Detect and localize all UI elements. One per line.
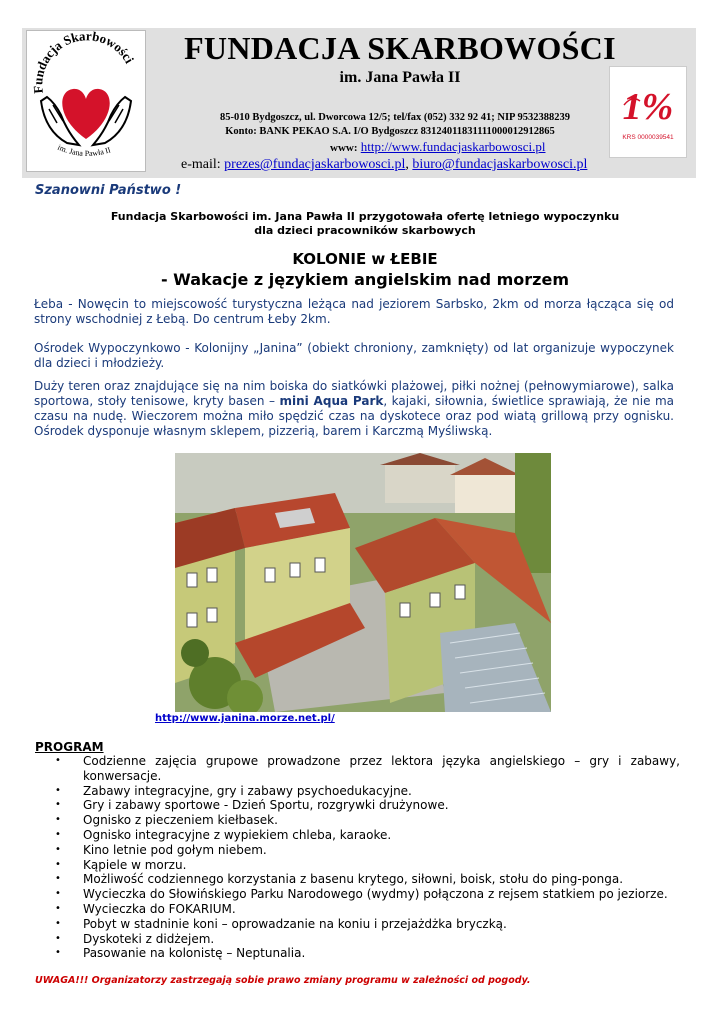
resort-website-link[interactable]: http://www.janina.morze.net.pl/ — [155, 713, 335, 724]
warning-note: UWAGA!!! Organizatorzy zastrzegają sobie prawo zmiany programu w zależności od pogody. — [35, 975, 531, 986]
bullet-icon: • — [55, 888, 61, 900]
svg-text:im. Jana Pawła II — [56, 143, 112, 158]
program-item-text: Codzienne zajęcia grupowe prowadzone przez lektora języka angielskiego – gry i zabawy, konwersacje. — [83, 754, 680, 783]
intro — [60, 210, 670, 238]
website-link[interactable]: http://www.fundacjaskarbowosci.pl — [360, 139, 546, 154]
one-percent-text: 1% — [622, 86, 674, 128]
aqua-park-highlight: mini Aqua Park — [279, 394, 384, 408]
address-line: 85-010 Bydgoszcz, ul. Dworcowa 12/5; tel/fax (052) 332 92 41; NIP 9532388239 — [219, 112, 571, 123]
bullet-icon: • — [55, 828, 61, 840]
facilities-text: Duży teren oraz znajdujące się na nim boiska do siatkówki plażowej, piłki nożnej (pełnowymiarowe), salka sportowa, stoły tenisowe, kryty basen – — [34, 379, 674, 408]
logo-arc-text: Fundacja Skarbowości — [30, 31, 138, 95]
main-heading: KOLONIE w ŁEBIE — [292, 250, 438, 268]
program-item — [35, 872, 680, 887]
program-item — [35, 902, 680, 917]
resort-aerial-photo — [175, 453, 551, 712]
bullet-icon: • — [55, 902, 61, 914]
program-item-text: Wycieczka do FOKARIUM. — [83, 901, 236, 916]
program-item — [35, 843, 680, 858]
program-item — [35, 946, 680, 961]
email-label: e-mail: — [181, 157, 221, 172]
page-subtitle: im. Jana Pawła II — [339, 69, 461, 86]
email-link-biuro[interactable]: biuro@fundacjaskarbowosci.pl — [412, 157, 588, 172]
intro-line: Fundacja Skarbowości im. Jana Pawła II przygotowała ofertę letniego wypoczynku — [110, 210, 620, 223]
email-separator: , — [405, 157, 409, 172]
bank-account-line: Konto: BANK PEKAO S.A. I/O Bydgoszcz 83124011831111000012912865 — [225, 126, 555, 137]
program-item-text: Kino letnie pod gołym niebem. — [83, 842, 267, 857]
program-item-text: Pobyt w stadninie koni – oprowadzanie na koniu i przejażdżka bryczką. — [83, 916, 507, 931]
bullet-icon: • — [55, 873, 61, 885]
facilities-text: , kajaki, siłownia, świetlice sprawiają, że nie ma czasu na nudę. Wieczorem można miło spędzić czas na dyskotece oraz pod wiatą grillową przy ognisku. Ośrodek dysponuje własnym sklepem, pizzerią, barem i Karczmą Myśliwską. — [34, 394, 674, 438]
greeting: Szanowni Państwo ! — [35, 183, 182, 198]
email-line — [181, 157, 587, 173]
foundation-logo — [26, 30, 146, 172]
bullet-icon: • — [55, 799, 61, 811]
bullet-icon: • — [55, 814, 61, 826]
bullet-icon: • — [55, 784, 61, 796]
program-item — [35, 932, 680, 947]
program-item-text: Ognisko z pieczeniem kiełbasek. — [83, 813, 278, 828]
bullet-icon: • — [55, 843, 61, 855]
bullet-icon: • — [55, 947, 61, 959]
program-item-text: Kąpiele w morzu. — [83, 857, 187, 872]
svg-text:Fundacja Skarbowości — [30, 31, 137, 94]
paragraph-location: Łeba - Nowęcin to miejscowość turystyczna leżąca nad jeziorem Sarbsko, 2km od morza łącząca się od strony wschodniej z Łebą. Do centrum Łeby 2km. — [34, 297, 674, 326]
program-item-text: Pasowanie na kolonistę – Neptunalia. — [83, 946, 306, 961]
program-item — [35, 887, 680, 902]
program-item — [35, 917, 680, 932]
program-item-text: Gry i zabawy sportowe - Dzień Sportu, rozgrywki drużynowe. — [83, 798, 449, 813]
page-title: FUNDACJA SKARBOWOŚCI — [184, 30, 616, 66]
bullet-icon: • — [55, 917, 61, 929]
logo-bottom-text: im. Jana Pawła II — [56, 142, 112, 159]
program-item-text: Ognisko integracyjne z wypiekiem chleba, karaoke. — [83, 827, 392, 842]
program-item — [35, 828, 680, 843]
intro-line: dla dzieci pracowników skarbowych — [254, 224, 476, 237]
krs-number: KRS 0000039541 — [622, 134, 674, 141]
bullet-icon: • — [55, 932, 61, 944]
bullet-icon: • — [55, 755, 61, 766]
program-item-text: Wycieczka do Słowińskiego Parku Narodowego (wydmy) połączona z rejsem statkiem po jeziorze. — [83, 887, 668, 902]
sub-heading: - Wakacje z językiem angielskim nad morzem — [160, 270, 570, 289]
email-link-prezes[interactable]: prezes@fundacjaskarbowosci.pl — [224, 157, 406, 172]
program-list — [35, 754, 680, 961]
program-item — [35, 858, 680, 873]
paragraph-facilities — [34, 379, 674, 439]
resort-website-link-wrap — [155, 713, 335, 724]
program-heading: PROGRAM — [35, 740, 104, 754]
program-item — [35, 754, 680, 784]
one-percent-badge — [609, 66, 687, 158]
program-item — [35, 784, 680, 799]
program-item-text: Zabawy integracyjne, gry i zabawy psychoedukacyjne. — [83, 783, 412, 798]
www-label: www: — [330, 142, 358, 154]
program-item-text: Możliwość codziennego korzystania z basenu krytego, siłowni, boisk, stołu do ping-ponga. — [83, 872, 624, 887]
bullet-icon: • — [55, 858, 61, 870]
paragraph-resort: Ośrodek Wypoczynkowo - Kolonijny „Janina” (obiekt chroniony, zamknięty) od lat organizuje wypoczynek dla dzieci i młodzieży. — [34, 341, 674, 370]
program-item — [35, 798, 680, 813]
program-item — [35, 813, 680, 828]
program-item-text: Dyskoteki z didżejem. — [83, 931, 215, 946]
website-line — [330, 139, 545, 155]
